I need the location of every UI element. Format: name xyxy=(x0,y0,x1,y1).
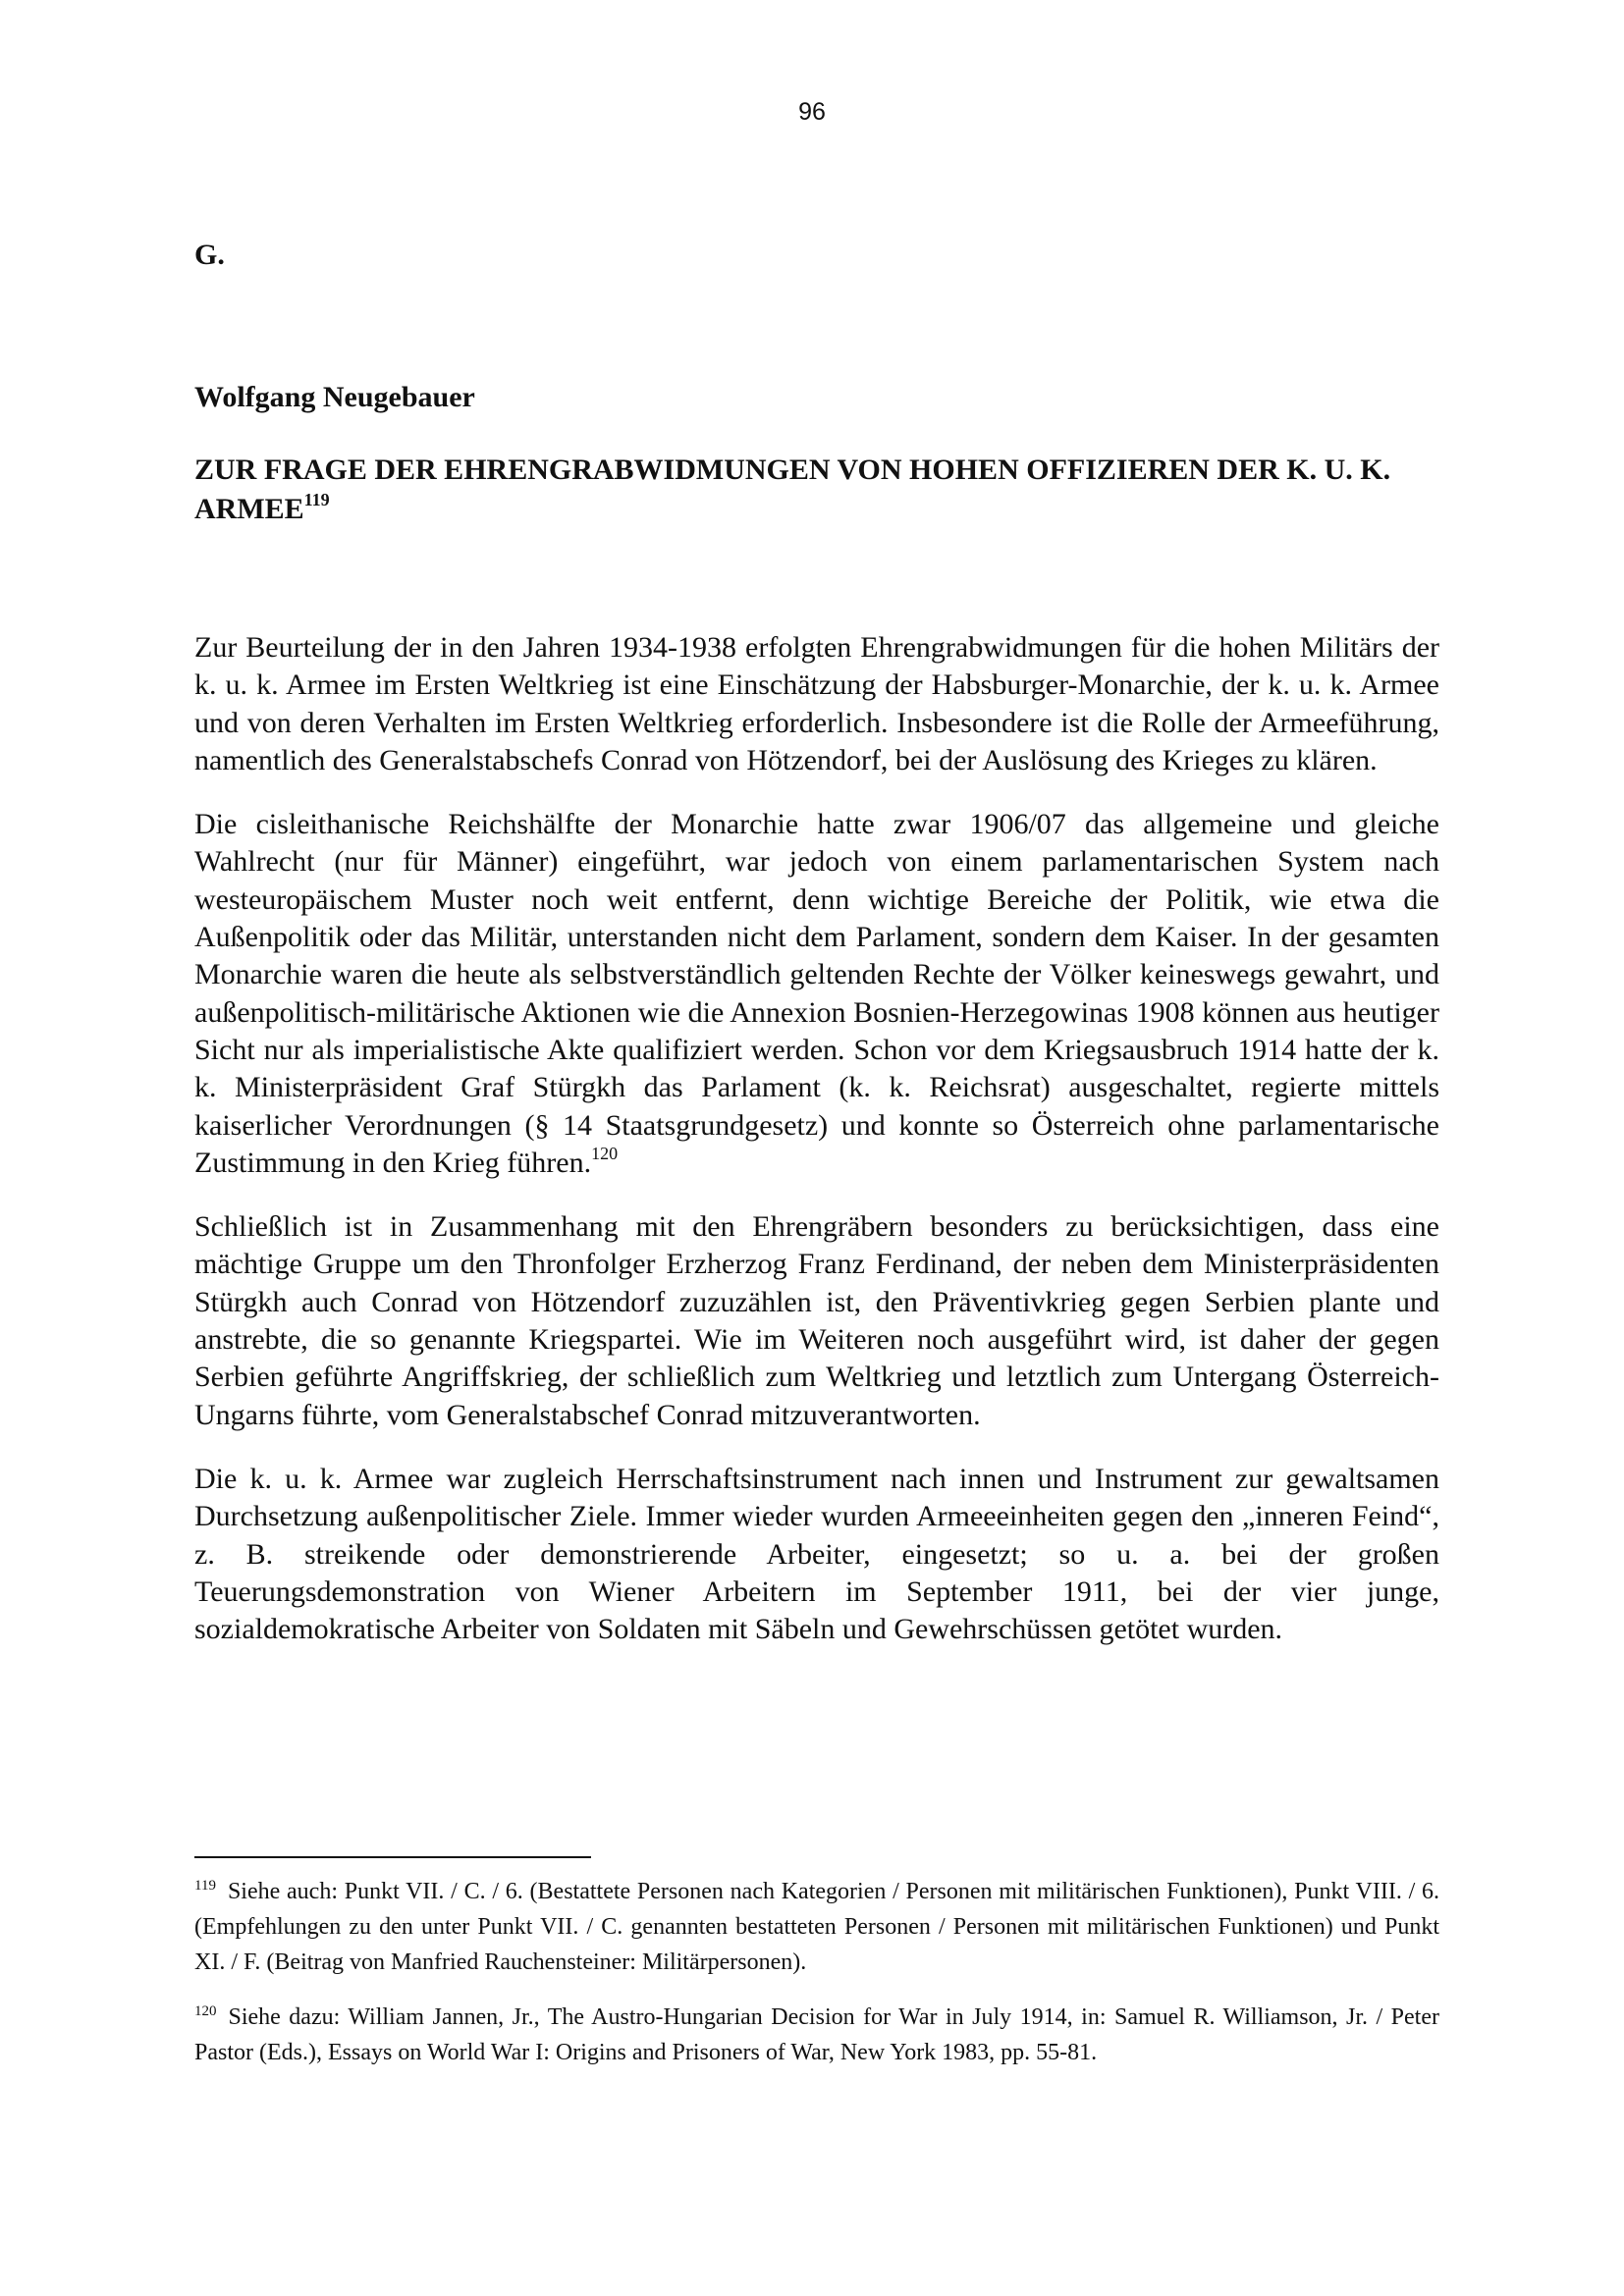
footnote-119 xyxy=(194,1874,1439,1980)
footnote-ref-119[interactable]: 119 xyxy=(303,490,330,509)
paragraph-text: Die cisleithanische Reichshälfte der Monarchie hatte zwar 1906/07 das allgemeine und gleiche Wahlrecht (nur für Männer) eingeführt, war jedoch von einem parlamentarischen System nach westeuropäischem Muster noch weit entfernt, denn wichtige Bereiche der Politik, wie etwa die Außenpolitik oder das Militär, unterstanden nicht dem Parlament, sondern dem Kaiser. In der gesamten Monarchie waren die heute als selbstverständlich geltenden Rechte der Völker keineswegs gewahrt, und außenpolitisch-militärische Aktionen wie die Annexion Bosnien-Herzegowinas 1908 können aus heutiger Sicht nur als imperialistische Akte qualifiziert werden. Schon vor dem Kriegsausbruch 1914 hatte der k. k. Ministerpräsident Graf Stürgkh das Parlament (k. k. Reichsrat) ausgeschaltet, regierte mittels kaiserlicher Verordnungen (§ 14 Staatsgrundgesetz) und konnte so Österreich ohne parlamentarische Zustimmung in den Krieg führen. xyxy=(194,808,1439,1179)
article-title-text: ZUR FRAGE DER EHRENGRABWIDMUNGEN VON HOHEN OFFIZIEREN DER K. U. K. ARMEE xyxy=(194,454,1391,525)
paragraph-text: Schließlich ist in Zusammenhang mit den Ehrengräbern besonders zu berücksichtigen, dass eine mächtige Gruppe um den Thronfolger Erzherzog Franz Ferdinand, der neben dem Ministerpräsidenten Stürgkh auch Conrad von Hötzendorf zuzuzählen ist, den Präventivkrieg gegen Serbien plante und anstrebte, die so genannte Kriegspartei. Wie im Weiteren noch ausgeführt wird, ist daher der gegen Serbien geführte Angriffskrieg, der schließlich zum Weltkrieg und letztlich zum Untergang Österreich-Ungarns führte, vom Generalstabschef Conrad mitzuverantworten. xyxy=(194,1210,1439,1431)
page-number: 96 xyxy=(798,98,826,126)
footnote-number: 119 xyxy=(194,1878,216,1894)
paragraph-war-party xyxy=(194,1208,1439,1434)
footnote-number: 120 xyxy=(194,2003,217,2019)
article-title xyxy=(194,451,1439,529)
footnote-ref-120[interactable]: 120 xyxy=(591,1143,619,1163)
article-body xyxy=(194,629,1439,1675)
paragraph-text: Zur Beurteilung der in den Jahren 1934-1938 erfolgten Ehrengrabwidmungen für die hohen Militärs der k. u. k. Armee im Ersten Weltkrieg ist eine Einschätzung der Habsburger-Monarchie, der k. u. k. Armee und von deren Verhalten im Ersten Weltkrieg erforderlich. Insbesondere ist die Rolle der Armeeführung, namentlich des Generalstabschefs Conrad von Hötzendorf, bei der Auslösung des Krieges zu klären. xyxy=(194,631,1439,776)
paragraph-text: Die k. u. k. Armee war zugleich Herrschaftsinstrument nach innen und Instrument zur gewaltsamen Durchsetzung außenpolitischer Ziele. Immer wieder wurden Armeeeinheiten gegen den „inneren Feind“, z. B. streikende oder demonstrierende Arbeiter, eingesetzt; so u. a. bei der großen Teuerungsdemonstration von Wiener Arbeitern im September 1911, bei der vier junge, sozialdemokratische Arbeiter von Soldaten mit Säbeln und Gewehrschüssen getötet wurden. xyxy=(194,1462,1439,1646)
footnotes xyxy=(194,1874,1439,2090)
footnote-text: Siehe auch: Punkt VII. / C. / 6. (Bestattete Personen nach Kategorien / Personen mit militärischen Funktionen), Punkt VIII. / 6. (Empfehlungen zu den unter Punkt VII. / C. genannten bestatteten Personen / Personen mit militärischen Funktionen) und Punkt XI. / F. (Beitrag von Manfried Rauchensteiner: Militärpersonen). xyxy=(194,1879,1439,1975)
footnote-divider xyxy=(194,1856,591,1858)
footnote-text: Siehe dazu: William Jannen, Jr., The Austro-Hungarian Decision for War in July 1914, in: Samuel R. Williamson, Jr. / Peter Pastor (Eds.), Essays on World War I: Origins and Prisoners of War, New York 1983, pp. 55-81. xyxy=(194,2004,1439,2065)
paragraph-army xyxy=(194,1461,1439,1648)
footnote-120 xyxy=(194,2000,1439,2070)
author-name: Wolfgang Neugebauer xyxy=(194,381,475,413)
section-letter: G. xyxy=(194,239,225,271)
paragraph-intro xyxy=(194,629,1439,779)
paragraph-monarchy xyxy=(194,806,1439,1182)
